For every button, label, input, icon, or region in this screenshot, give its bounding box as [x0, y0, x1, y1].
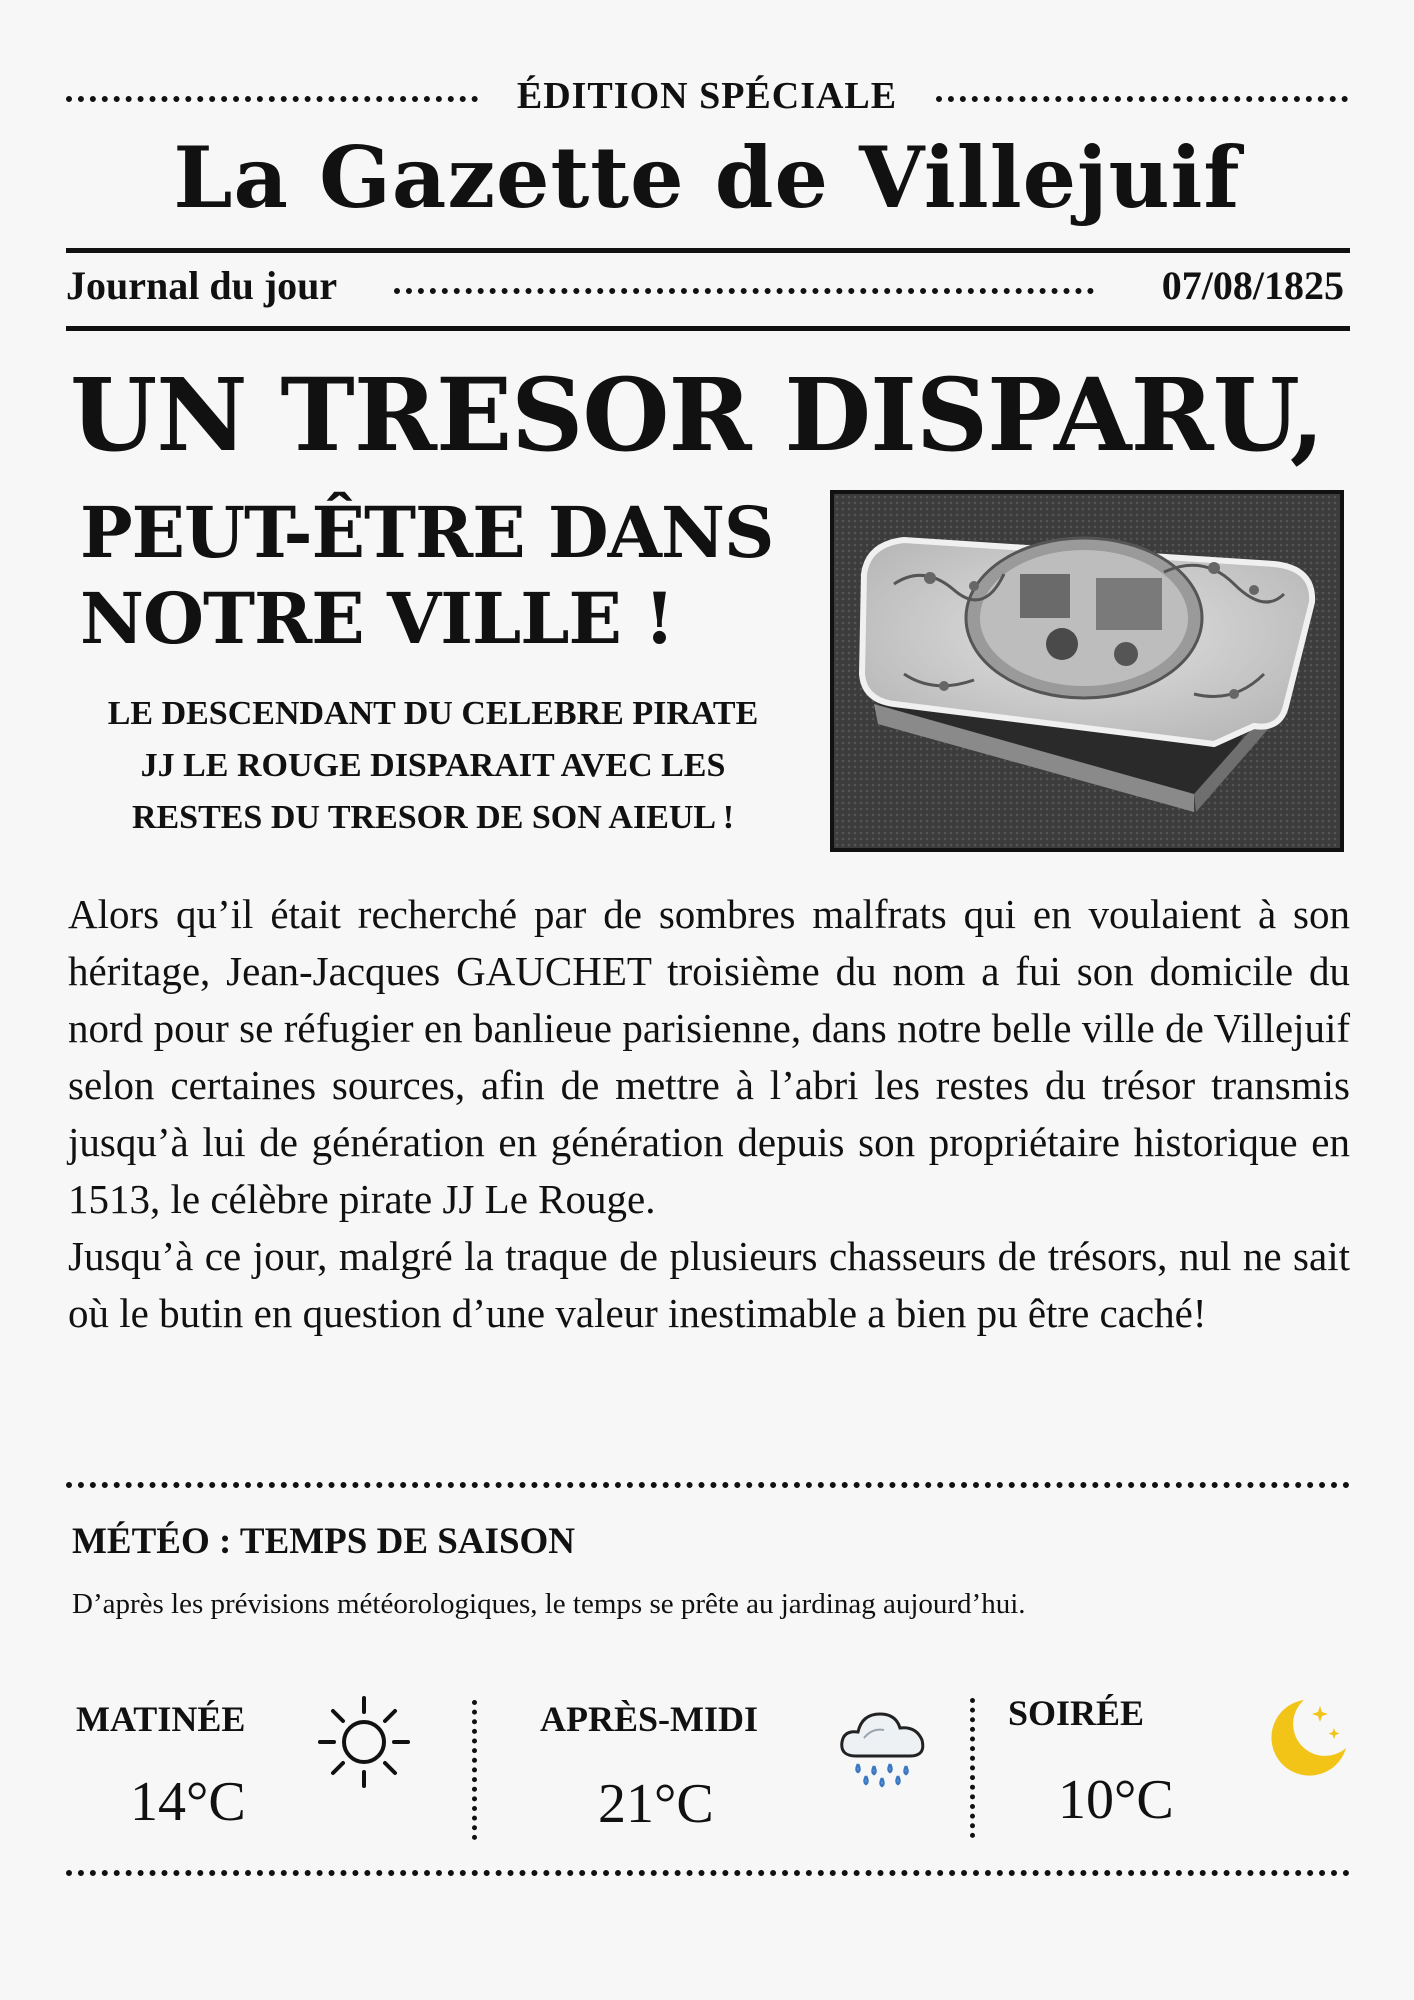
masthead-rule-top: [66, 248, 1350, 253]
meteo-dotted-rule-top: [66, 1482, 1350, 1488]
sun-icon: [314, 1692, 414, 1792]
journal-label: Journal du jour: [66, 263, 338, 308]
morning-temperature: 14°C: [130, 1771, 246, 1833]
weather-separator-2: [970, 1698, 975, 1838]
weather-separator-1: [472, 1700, 477, 1840]
masthead-rule-bottom: [66, 326, 1350, 331]
headline-main: UN TRESOR DISPARU,: [70, 356, 1324, 474]
headline-secondary: [80, 490, 800, 662]
subheadline-line-3: RESTES DU TRESOR DE SON AIEUL !: [131, 799, 735, 836]
rain-cloud-icon: [834, 1694, 934, 1794]
moon-icon: [1262, 1692, 1352, 1782]
subheadline: [70, 688, 796, 844]
subheadline-line-2: JJ LE ROUGE DISPARAIT AVEC LES: [140, 747, 726, 784]
headline-secondary-line-1: PEUT-ÊTRE DANS: [80, 491, 774, 574]
meteo-title: MÉTÉO : TEMPS DE SAISON: [72, 1521, 576, 1562]
evening-temperature: 10°C: [1058, 1769, 1174, 1831]
issue-date: 07/08/1825: [1161, 263, 1344, 308]
article-body: [68, 886, 1350, 1342]
meteo-dotted-rule-bottom: [66, 1870, 1350, 1876]
subheadline-line-1: LE DESCENDANT DU CELEBRE PIRATE: [107, 695, 759, 732]
morning-label: MATINÉE: [76, 1699, 246, 1739]
headline-secondary-line-2: NOTRE VILLE !: [80, 577, 674, 660]
evening-label: SOIRÉE: [1008, 1693, 1145, 1733]
article-paragraph-2: Jusqu’à ce jour, malgré la traque de plusieurs chasseurs de trésors, nul ne sait où le butin en question d’une valeur inestimable a bien pu être caché!: [68, 1233, 1350, 1336]
treasure-box-illustration: [834, 494, 1340, 848]
masthead-title: La Gazette de Villejuif: [173, 128, 1241, 227]
afternoon-temperature: 21°C: [598, 1773, 714, 1835]
edition-label: ÉDITION SPÉCIALE: [516, 75, 898, 117]
treasure-box-photo: [830, 490, 1344, 852]
article-paragraph-1: Alors qu’il était recherché par de sombres malfrats qui en voulaient à son héritage, Jean-Jacques GAUCHET troisième du nom a fui son domicile du nord pour se réfugier en banlieue parisienne, dans notre belle ville de Villejuif selon certaines sources, afin de mettre à l’abri les restes du trésor transmis jusqu’à lui de génération en génération depuis son propriétaire historique en 1513, le célèbre pirate JJ Le Rouge.: [68, 891, 1350, 1222]
afternoon-label: APRÈS-MIDI: [540, 1699, 759, 1739]
journal-dotted-rule: [394, 288, 1094, 294]
meteo-forecast-text: D’après les prévisions météorologiques, le temps se prête au jardinag aujourd’hui.: [72, 1588, 1026, 1620]
